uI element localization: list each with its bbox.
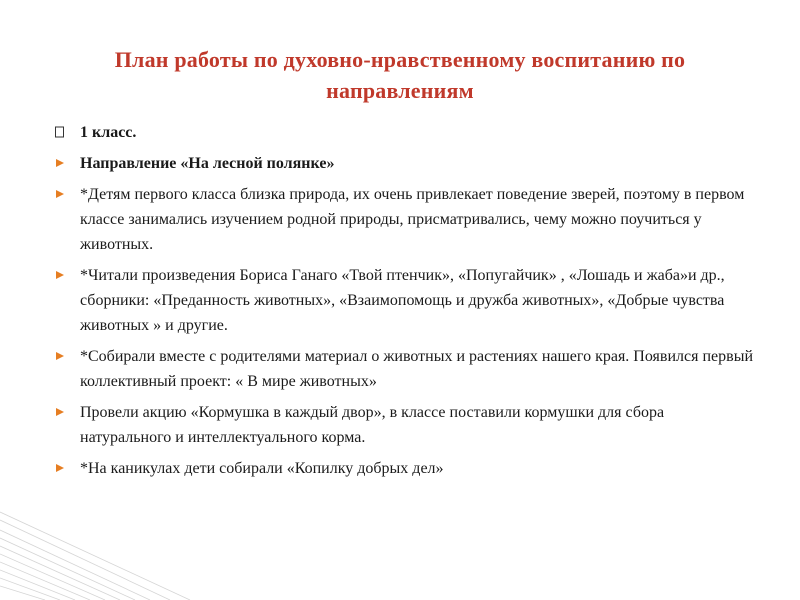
slide-title: План работы по духовно-нравственному воспитанию по направлениям (114, 47, 686, 103)
orange-triangle-icon (54, 156, 66, 170)
list-item-text: *Собирали вместе с родителями материал о животных и растениях нашего края. Появился первый коллективный проект: « В мире животных» (80, 348, 754, 390)
orange-triangle-icon (54, 187, 66, 201)
list-item (54, 263, 754, 338)
orange-triangle-icon (54, 268, 66, 282)
list-item-text: 1 класс. (80, 124, 137, 141)
list-item (54, 151, 754, 176)
orange-triangle-icon (54, 405, 66, 419)
decorative-corner-lines (0, 490, 800, 600)
list-item (54, 182, 754, 257)
list-item (54, 344, 754, 394)
orange-triangle-icon (54, 349, 66, 363)
list-item-text: *Читали произведения Бориса Ганаго «Твой птенчик», «Попугайчик» , «Лошадь и жаба»и др., сборники: «Преданность животных», «Взаимопомощь и дружба животных», «Добрые чувства животных » и другие. (80, 267, 725, 334)
list-item-text: Направление «На лесной полянке» (80, 155, 335, 172)
orange-triangle-icon (54, 461, 66, 475)
open-square-icon (54, 125, 66, 139)
list-item-text: Провели акцию «Кормушка в каждый двор», в классе поставили кормушки для сбора натурального и интеллектуального корма. (80, 404, 665, 446)
list-item-text: *На каникулах дети собирали «Копилку добрых дел» (80, 460, 444, 477)
list-item (54, 120, 754, 145)
list-item (54, 456, 754, 481)
list-item (54, 400, 754, 450)
list-item-text: *Детям первого класса близка природа, их очень привлекает поведение зверей, поэтому в первом классе занимались изучением родной природы, присматривались, чему можно поучиться у животных. (80, 186, 745, 253)
bullet-list (54, 120, 754, 487)
